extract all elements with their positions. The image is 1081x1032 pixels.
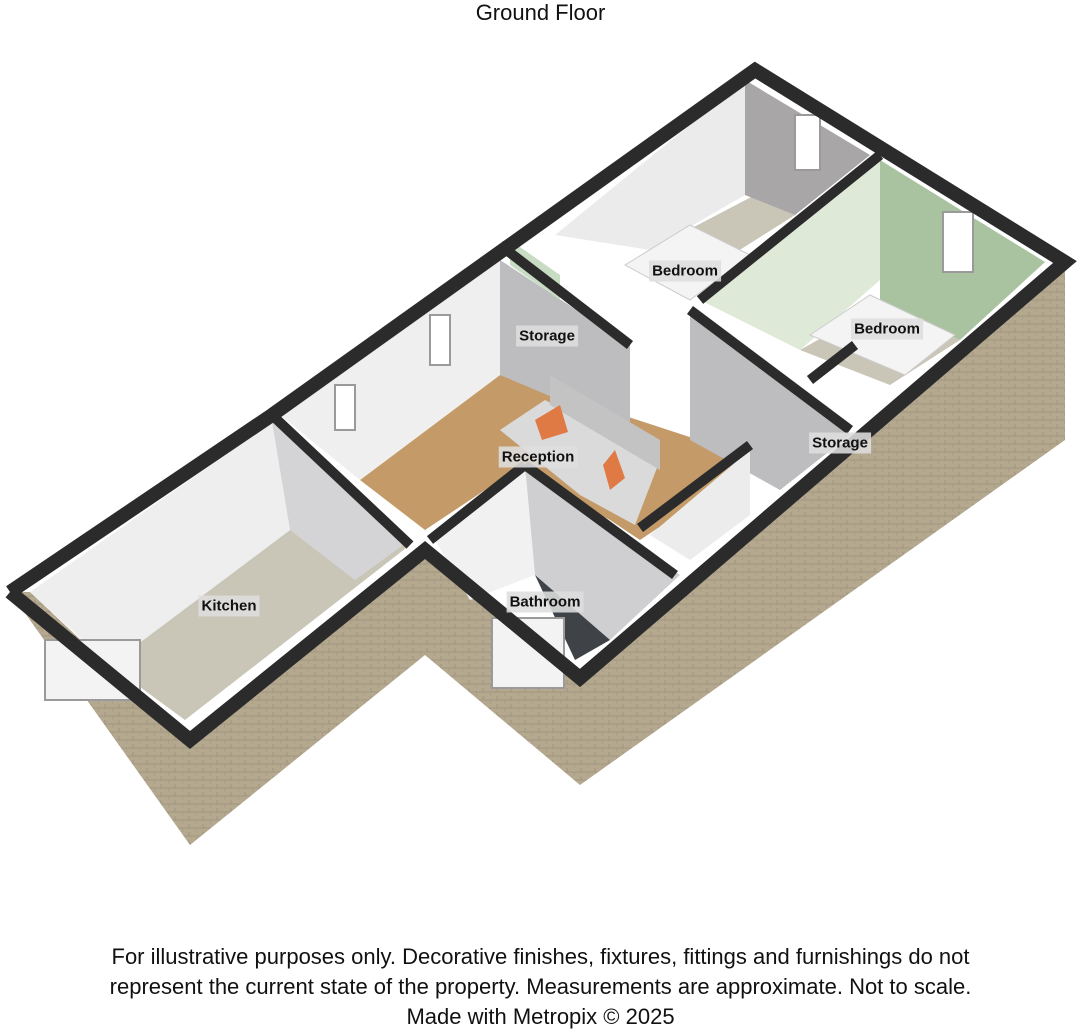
bedroom-2-window [943, 212, 973, 272]
room-label-storage-2: Storage [809, 433, 871, 454]
room-label-storage-1: Storage [516, 326, 578, 347]
floor-title: Ground Floor [475, 0, 606, 25]
room-label-kitchen: Kitchen [198, 596, 259, 617]
room-label-bedroom-2: Bedroom [851, 319, 923, 340]
room-label-reception: Reception [499, 447, 578, 468]
disclaimer-line-2: represent the current state of the property. Measurements are approximate. Not to scale. [109, 974, 972, 999]
reception-window-2 [430, 315, 450, 365]
disclaimer-line-1: For illustrative purposes only. Decorative finishes, fixtures, fittings and furnishings do not [111, 944, 970, 969]
reception-window-1 [335, 385, 355, 430]
disclaimer-line-3: Made with Metropix © 2025 [406, 1004, 675, 1029]
room-label-bathroom: Bathroom [507, 592, 584, 613]
disclaimer [0, 942, 1081, 1032]
bedroom-1-window [795, 115, 820, 170]
room-label-bedroom-1: Bedroom [649, 261, 721, 282]
